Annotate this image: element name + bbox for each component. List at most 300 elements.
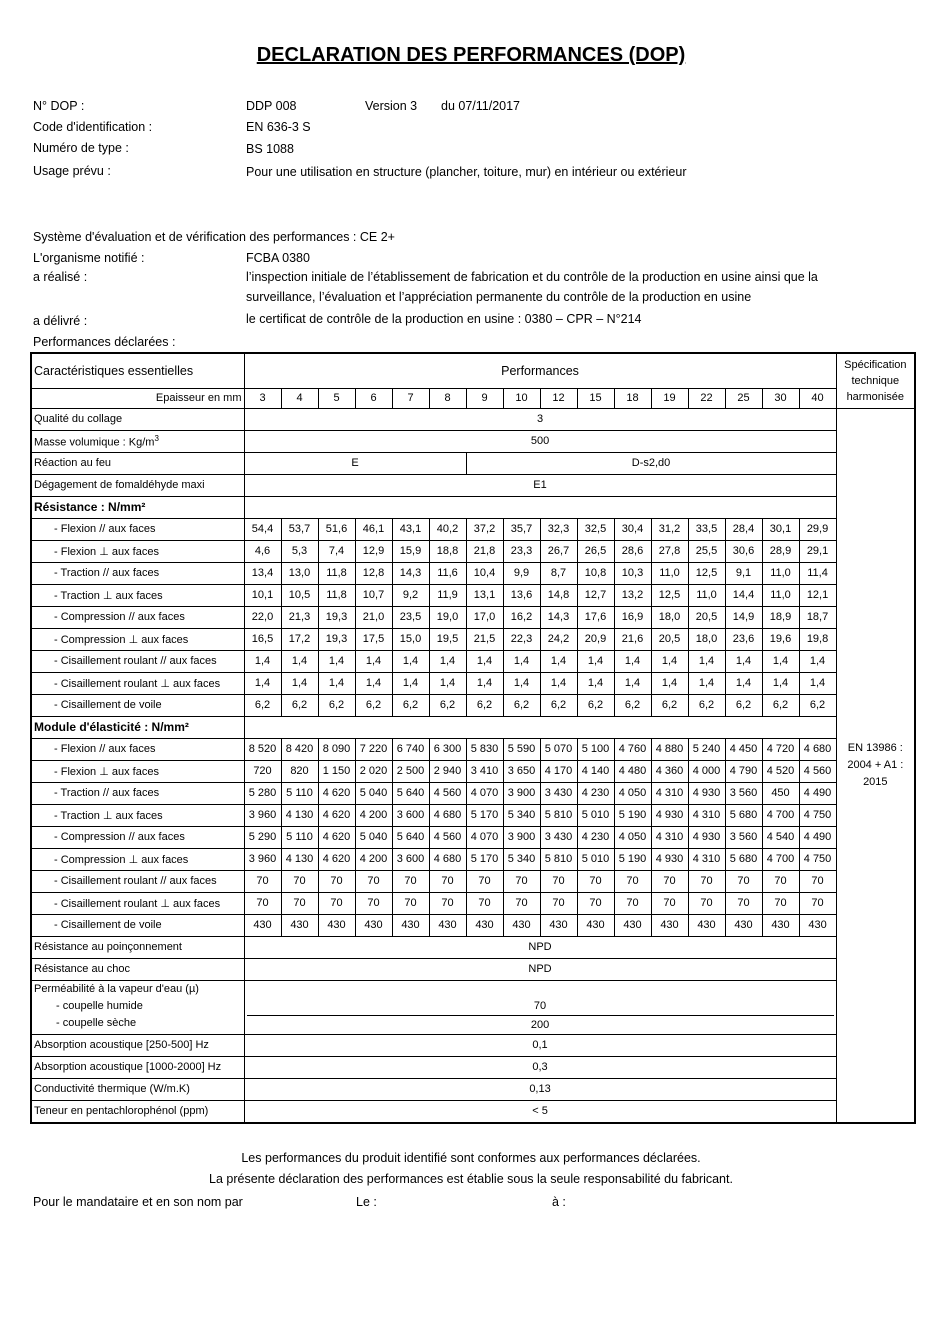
resistance-row-label: - Traction ⊥ aux faces	[31, 584, 244, 606]
module-cell: 4 130	[281, 848, 318, 870]
module-cell: 4 540	[762, 826, 799, 848]
resistance-row	[31, 540, 915, 562]
formaldehyde-row	[31, 474, 915, 496]
module-cell: 70	[355, 892, 392, 914]
module-cell: 70	[466, 892, 503, 914]
resistance-cell: 40,2	[429, 518, 466, 540]
module-cell: 720	[244, 760, 281, 782]
resistance-cell: 33,5	[688, 518, 725, 540]
resistance-cell: 23,5	[392, 606, 429, 628]
module-cell: 70	[725, 892, 762, 914]
resistance-cell: 43,1	[392, 518, 429, 540]
module-cell: 4 720	[762, 738, 799, 760]
module-row	[31, 760, 915, 782]
resistance-cell: 14,3	[540, 606, 577, 628]
resistance-cell: 6,2	[799, 694, 836, 716]
resistance-cell: 1,4	[466, 672, 503, 694]
module-cell: 4 140	[577, 760, 614, 782]
module-cell: 2 020	[355, 760, 392, 782]
module-cell: 5 110	[281, 782, 318, 804]
thickness-value: 6	[355, 388, 392, 408]
col-essential-header: Caractéristiques essentielles	[31, 353, 244, 388]
module-cell: 2 940	[429, 760, 466, 782]
thickness-value: 9	[466, 388, 503, 408]
thickness-value: 25	[725, 388, 762, 408]
resistance-cell: 1,4	[799, 672, 836, 694]
resistance-cell: 15,9	[392, 540, 429, 562]
module-cell: 4 520	[762, 760, 799, 782]
module-cell: 70	[799, 870, 836, 892]
module-cell: 4 310	[651, 826, 688, 848]
resistance-cell: 24,2	[540, 628, 577, 650]
qualite-collage-value: 3	[244, 408, 836, 430]
module-cell: 430	[355, 914, 392, 936]
resistance-cell: 18,0	[651, 606, 688, 628]
module-cell: 8 520	[244, 738, 281, 760]
resistance-cell: 1,4	[577, 650, 614, 672]
resistance-cell: 46,1	[355, 518, 392, 540]
poinconnement-label: Résistance au poinçonnement	[31, 936, 244, 958]
resistance-cell: 14,4	[725, 584, 762, 606]
dop-date: du 07/11/2017	[441, 99, 521, 113]
type-label: Numéro de type :	[33, 141, 129, 155]
resistance-cell: 12,8	[355, 562, 392, 584]
module-cell: 70	[651, 892, 688, 914]
resistance-cell: 25,5	[688, 540, 725, 562]
formaldehyde-label: Dégagement de fomaldéhyde maxi	[31, 474, 244, 496]
module-cell: 2 500	[392, 760, 429, 782]
resistance-cell: 1,4	[244, 650, 281, 672]
resistance-cell: 19,6	[762, 628, 799, 650]
resistance-row	[31, 562, 915, 584]
col-spec-header: Spécification technique harmonisée	[836, 353, 915, 408]
resistance-cell: 18,9	[762, 606, 799, 628]
module-cell: 5 680	[725, 848, 762, 870]
module-cell: 4 620	[318, 782, 355, 804]
resistance-cell: 10,4	[466, 562, 503, 584]
resistance-row-label: - Cisaillement de voile	[31, 694, 244, 716]
module-cell: 430	[688, 914, 725, 936]
permeabilite-values	[244, 980, 836, 1034]
resistance-cell: 9,9	[503, 562, 540, 584]
resistance-row	[31, 694, 915, 716]
resistance-cell: 11,0	[762, 562, 799, 584]
resistance-cell: 28,9	[762, 540, 799, 562]
resistance-cell: 6,2	[244, 694, 281, 716]
resistance-cell: 22,0	[244, 606, 281, 628]
reaction-value-thick: D-s2,d0	[466, 452, 836, 474]
resistance-cell: 28,6	[614, 540, 651, 562]
module-cell: 70	[429, 892, 466, 914]
choc-value: NPD	[244, 958, 836, 980]
thickness-value: 12	[540, 388, 577, 408]
resistance-section-blank	[244, 496, 836, 518]
module-section-title: Module d'élasticité : N/mm²	[31, 716, 244, 738]
resistance-row	[31, 606, 915, 628]
resistance-cell: 6,2	[355, 694, 392, 716]
thickness-value: 3	[244, 388, 281, 408]
module-cell: 430	[503, 914, 540, 936]
resistance-row	[31, 584, 915, 606]
resistance-cell: 12,7	[577, 584, 614, 606]
module-row	[31, 738, 915, 760]
thickness-value: 30	[762, 388, 799, 408]
module-cell: 70	[762, 892, 799, 914]
qualite-collage-row	[31, 408, 915, 430]
module-cell: 7 220	[355, 738, 392, 760]
resistance-cell: 53,7	[281, 518, 318, 540]
resistance-cell: 12,5	[688, 562, 725, 584]
module-cell: 430	[799, 914, 836, 936]
usage-label: Usage prévu :	[33, 164, 111, 178]
module-cell: 5 290	[244, 826, 281, 848]
resistance-cell: 4,6	[244, 540, 281, 562]
module-cell: 430	[281, 914, 318, 936]
pentachloro-value: < 5	[244, 1100, 836, 1123]
resistance-cell: 12,1	[799, 584, 836, 606]
absorption-1000-2000-row	[31, 1056, 915, 1078]
module-cell: 4 070	[466, 782, 503, 804]
organisme-value: FCBA 0380	[246, 251, 310, 265]
module-cell: 4 620	[318, 826, 355, 848]
document-title: DECLARATION DES PERFORMANCES (DOP)	[256, 44, 686, 66]
module-row-label: - Compression // aux faces	[31, 826, 244, 848]
resistance-cell: 1,4	[540, 672, 577, 694]
module-cell: 5 340	[503, 848, 540, 870]
resistance-cell: 7,4	[318, 540, 355, 562]
resistance-cell: 29,9	[799, 518, 836, 540]
usage-value: Pour une utilisation en structure (plancher, toiture, mur) en intérieur ou extérieur	[246, 165, 687, 179]
resistance-cell: 19,3	[318, 606, 355, 628]
resistance-row-label: - Compression ⊥ aux faces	[31, 628, 244, 650]
resistance-cell: 11,6	[429, 562, 466, 584]
type-value: BS 1088	[246, 142, 294, 156]
module-cell: 5 110	[281, 826, 318, 848]
module-cell: 70	[540, 870, 577, 892]
module-cell: 4 070	[466, 826, 503, 848]
module-cell: 4 050	[614, 826, 651, 848]
resistance-cell: 54,4	[244, 518, 281, 540]
module-cell: 70	[540, 892, 577, 914]
module-cell: 5 830	[466, 738, 503, 760]
resistance-cell: 1,4	[281, 650, 318, 672]
resistance-cell: 1,4	[688, 672, 725, 694]
organisme-label: L'organisme notifié :	[33, 251, 145, 265]
module-row	[31, 804, 915, 826]
coupelle-seche-label: - coupelle sèche	[56, 1016, 137, 1029]
resistance-cell: 13,4	[244, 562, 281, 584]
module-cell: 70	[762, 870, 799, 892]
resistance-cell: 16,5	[244, 628, 281, 650]
spec-value: EN 13986 : 2004 + A1 : 2015	[836, 408, 915, 1123]
module-cell: 4 310	[688, 804, 725, 826]
resistance-cell: 11,8	[318, 584, 355, 606]
poinconnement-row	[31, 936, 915, 958]
module-cell: 70	[244, 870, 281, 892]
thickness-value: 5	[318, 388, 355, 408]
module-cell: 430	[540, 914, 577, 936]
module-cell: 5 010	[577, 848, 614, 870]
resistance-cell: 17,5	[355, 628, 392, 650]
module-cell: 70	[392, 892, 429, 914]
resistance-cell: 6,2	[688, 694, 725, 716]
resistance-cell: 27,8	[651, 540, 688, 562]
le-label: Le :	[356, 1195, 377, 1209]
resistance-cell: 11,9	[429, 584, 466, 606]
permeabilite-row	[31, 980, 915, 1034]
module-cell: 820	[281, 760, 318, 782]
thickness-value: 18	[614, 388, 651, 408]
col-performances-header: Performances	[244, 353, 836, 388]
module-row-label: - Traction // aux faces	[31, 782, 244, 804]
choc-label: Résistance au choc	[31, 958, 244, 980]
module-cell: 4 700	[762, 804, 799, 826]
permeabilite-label: Perméabilité à la vapeur d'eau (µ)	[34, 982, 199, 995]
module-cell: 8 090	[318, 738, 355, 760]
resistance-cell: 13,2	[614, 584, 651, 606]
resistance-cell: 1,4	[725, 672, 762, 694]
coupelle-humide-value: 70	[533, 999, 547, 1012]
module-row	[31, 848, 915, 870]
resistance-row-label: - Flexion // aux faces	[31, 518, 244, 540]
module-cell: 5 100	[577, 738, 614, 760]
module-cell: 430	[466, 914, 503, 936]
module-cell: 4 760	[614, 738, 651, 760]
realise-line2: surveillance, l’évaluation et l’appréciation permanente du contrôle de la production en usine	[246, 290, 752, 304]
module-cell: 430	[244, 914, 281, 936]
module-cell: 70	[614, 892, 651, 914]
a-label: à :	[552, 1195, 566, 1209]
resistance-cell: 1,4	[466, 650, 503, 672]
resistance-cell: 23,3	[503, 540, 540, 562]
resistance-cell: 18,8	[429, 540, 466, 562]
module-cell: 4 620	[318, 804, 355, 826]
module-row-label: - Cisaillement roulant // aux faces	[31, 870, 244, 892]
resistance-cell: 19,0	[429, 606, 466, 628]
dop-label: N° DOP :	[33, 99, 85, 113]
module-cell: 3 650	[503, 760, 540, 782]
module-row-label: - Traction ⊥ aux faces	[31, 804, 244, 826]
module-cell: 70	[244, 892, 281, 914]
resistance-cell: 6,2	[577, 694, 614, 716]
table-body	[31, 353, 915, 1123]
module-cell: 70	[688, 892, 725, 914]
resistance-cell: 1,4	[614, 672, 651, 694]
thickness-value: 15	[577, 388, 614, 408]
resistance-row-label: - Compression // aux faces	[31, 606, 244, 628]
module-cell: 4 790	[725, 760, 762, 782]
resistance-section-row	[31, 496, 915, 518]
module-cell: 5 680	[725, 804, 762, 826]
thickness-value: 7	[392, 388, 429, 408]
thickness-label: Epaisseur en mm	[31, 388, 244, 408]
header-row	[31, 353, 915, 388]
module-cell: 5 640	[392, 826, 429, 848]
module-cell: 5 810	[540, 848, 577, 870]
resistance-cell: 1,4	[725, 650, 762, 672]
module-cell: 4 310	[651, 782, 688, 804]
thickness-value: 40	[799, 388, 836, 408]
dop-value: DDP 008	[246, 99, 297, 113]
resistance-cell: 14,9	[725, 606, 762, 628]
resistance-cell: 51,6	[318, 518, 355, 540]
module-cell: 3 960	[244, 804, 281, 826]
perf-declarees-label: Performances déclarées :	[33, 335, 176, 349]
performance-table	[30, 352, 916, 1124]
module-cell: 4 680	[429, 804, 466, 826]
resistance-row-label: - Flexion ⊥ aux faces	[31, 540, 244, 562]
resistance-cell: 6,2	[651, 694, 688, 716]
masse-value: 500	[244, 430, 836, 452]
resistance-cell: 31,2	[651, 518, 688, 540]
module-cell: 4 480	[614, 760, 651, 782]
mandataire-label: Pour le mandataire et en son nom par	[33, 1195, 243, 1209]
module-cell: 3 560	[725, 782, 762, 804]
module-cell: 70	[799, 892, 836, 914]
permeabilite-cell	[31, 980, 244, 1034]
module-cell: 5 040	[355, 782, 392, 804]
code-label: Code d'identification :	[33, 120, 153, 134]
resistance-cell: 13,6	[503, 584, 540, 606]
resistance-cell: 1,4	[281, 672, 318, 694]
module-cell: 8 420	[281, 738, 318, 760]
resistance-cell: 1,4	[318, 672, 355, 694]
module-cell: 3 560	[725, 826, 762, 848]
resistance-cell: 16,9	[614, 606, 651, 628]
module-row-label: - Cisaillement de voile	[31, 914, 244, 936]
module-cell: 4 750	[799, 804, 836, 826]
resistance-cell: 1,4	[614, 650, 651, 672]
module-cell: 5 810	[540, 804, 577, 826]
conductivite-value: 0,13	[244, 1078, 836, 1100]
module-cell: 3 960	[244, 848, 281, 870]
module-cell: 70	[725, 870, 762, 892]
resistance-cell: 18,0	[688, 628, 725, 650]
resistance-cell: 37,2	[466, 518, 503, 540]
resistance-row-label: - Traction // aux faces	[31, 562, 244, 584]
formaldehyde-value: E1	[244, 474, 836, 496]
resistance-cell: 30,1	[762, 518, 799, 540]
resistance-row-label: - Cisaillement roulant // aux faces	[31, 650, 244, 672]
masse-superscript: 3	[154, 433, 159, 443]
resistance-cell: 6,2	[429, 694, 466, 716]
module-cell: 4 050	[614, 782, 651, 804]
resistance-cell: 1,4	[762, 672, 799, 694]
module-cell: 3 410	[466, 760, 503, 782]
module-cell: 5 640	[392, 782, 429, 804]
module-cell: 430	[577, 914, 614, 936]
resistance-cell: 6,2	[318, 694, 355, 716]
thickness-value: 4	[281, 388, 318, 408]
resistance-cell: 6,2	[614, 694, 651, 716]
module-cell: 430	[392, 914, 429, 936]
resistance-cell: 12,9	[355, 540, 392, 562]
resistance-cell: 21,5	[466, 628, 503, 650]
module-row	[31, 782, 915, 804]
resistance-cell: 18,7	[799, 606, 836, 628]
module-cell: 4 200	[355, 804, 392, 826]
resistance-cell: 19,5	[429, 628, 466, 650]
resistance-row	[31, 650, 915, 672]
module-cell: 70	[577, 892, 614, 914]
module-section-blank	[244, 716, 836, 738]
resistance-cell: 8,7	[540, 562, 577, 584]
module-cell: 4 930	[688, 826, 725, 848]
module-cell: 4 560	[429, 826, 466, 848]
qualite-collage-label: Qualité du collage	[31, 408, 244, 430]
resistance-cell: 15,0	[392, 628, 429, 650]
resistance-cell: 28,4	[725, 518, 762, 540]
module-cell: 5 590	[503, 738, 540, 760]
module-cell: 4 170	[540, 760, 577, 782]
resistance-cell: 13,0	[281, 562, 318, 584]
resistance-cell: 11,0	[762, 584, 799, 606]
delivre-value: le certificat de contrôle de la production en usine : 0380 – CPR – N°214	[246, 312, 642, 326]
module-row	[31, 870, 915, 892]
module-cell: 430	[725, 914, 762, 936]
resistance-cell: 21,0	[355, 606, 392, 628]
absorption-250-500-row	[31, 1034, 915, 1056]
masse-row	[31, 430, 915, 452]
resistance-cell: 11,0	[651, 562, 688, 584]
thickness-value: 22	[688, 388, 725, 408]
module-cell: 4 880	[651, 738, 688, 760]
resistance-cell: 12,5	[651, 584, 688, 606]
resistance-cell: 1,4	[688, 650, 725, 672]
module-cell: 70	[466, 870, 503, 892]
masse-label: Masse volumique : Kg/m	[34, 436, 155, 449]
resistance-cell: 11,4	[799, 562, 836, 584]
module-cell: 5 240	[688, 738, 725, 760]
dop-version: Version 3	[365, 99, 418, 113]
thickness-value: 10	[503, 388, 540, 408]
resistance-cell: 21,6	[614, 628, 651, 650]
module-row	[31, 826, 915, 848]
module-cell: 4 230	[577, 782, 614, 804]
thickness-value: 19	[651, 388, 688, 408]
code-value: EN 636-3 S	[246, 120, 311, 134]
module-cell: 430	[429, 914, 466, 936]
resistance-cell: 1,4	[762, 650, 799, 672]
resistance-cell: 6,2	[281, 694, 318, 716]
module-cell: 1 150	[318, 760, 355, 782]
realise-label: a réalisé :	[33, 270, 88, 284]
module-cell: 4 560	[429, 782, 466, 804]
resistance-cell: 1,4	[799, 650, 836, 672]
resistance-cell: 6,2	[466, 694, 503, 716]
module-cell: 430	[762, 914, 799, 936]
resistance-cell: 14,3	[392, 562, 429, 584]
resistance-cell: 1,4	[355, 650, 392, 672]
module-cell: 4 750	[799, 848, 836, 870]
module-cell: 70	[318, 870, 355, 892]
module-cell: 6 740	[392, 738, 429, 760]
absorption-1000-2000-label: Absorption acoustique [1000-2000] Hz	[31, 1056, 244, 1078]
module-cell: 5 170	[466, 848, 503, 870]
resistance-cell: 1,4	[577, 672, 614, 694]
resistance-cell: 1,4	[392, 672, 429, 694]
module-cell: 4 200	[355, 848, 392, 870]
module-cell: 4 680	[799, 738, 836, 760]
resistance-cell: 1,4	[429, 650, 466, 672]
resistance-cell: 1,4	[429, 672, 466, 694]
resistance-cell: 1,4	[318, 650, 355, 672]
module-cell: 70	[651, 870, 688, 892]
resistance-cell: 1,4	[503, 650, 540, 672]
module-cell: 70	[688, 870, 725, 892]
module-cell: 3 900	[503, 782, 540, 804]
thickness-row	[31, 388, 915, 408]
